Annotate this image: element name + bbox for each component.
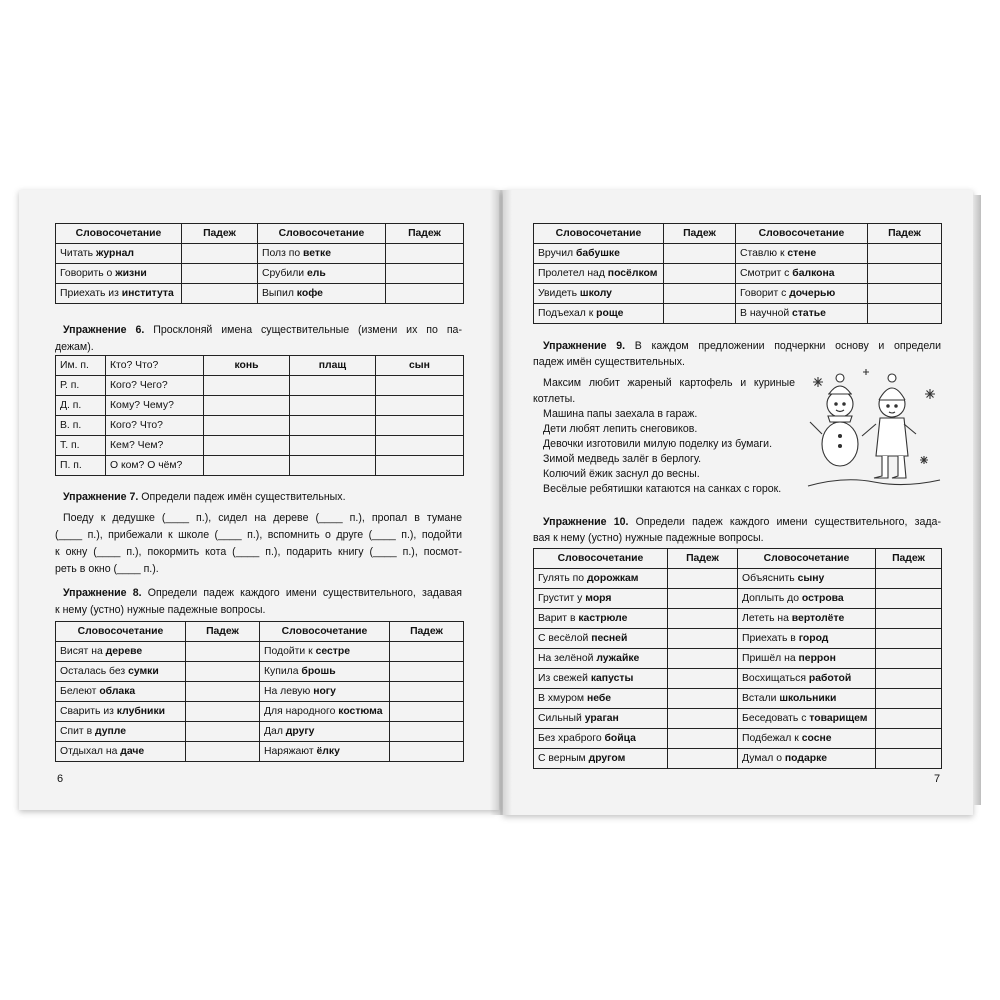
answer-cell[interactable] <box>668 649 738 669</box>
phrase-cell: Полз по ветке <box>258 244 386 264</box>
answer-cell[interactable] <box>182 244 258 264</box>
noun-bold: журнал <box>95 248 134 259</box>
noun-bold: брошь <box>301 666 336 677</box>
phrase-cell: В хмуром небе <box>534 689 668 709</box>
table-row <box>56 456 464 476</box>
column-header: Словосочетание <box>738 549 876 569</box>
noun-bold: капусты <box>590 673 634 684</box>
answer-cell[interactable] <box>876 609 942 629</box>
noun-bold: роще <box>596 308 624 319</box>
column-header: Словосочетание <box>534 549 668 569</box>
noun-bold: сыну <box>797 573 825 584</box>
ex6-text-line-1 <box>63 322 462 338</box>
case-label: Д. п. <box>56 396 106 416</box>
table-row <box>534 304 942 324</box>
table-row <box>534 264 942 284</box>
noun-bold: ёлку <box>316 746 340 757</box>
ex7-line-1: Поеду к дедушке (____ п.), сидел на дереве (____ п.), пропал в тумане <box>63 512 462 524</box>
answer-cell[interactable] <box>668 589 738 609</box>
noun-bold: ногу <box>313 686 336 697</box>
phrase-cell: В научной статье <box>736 304 868 324</box>
noun-bold: костюма <box>338 706 383 717</box>
ex10-table <box>533 548 942 769</box>
noun-bold: небе <box>586 693 612 704</box>
noun-bold: клубники <box>116 706 166 717</box>
table-row <box>56 642 464 662</box>
answer-cell[interactable] <box>186 702 260 722</box>
ex7-title: Упражнение 7. <box>63 491 139 503</box>
answer-cell[interactable] <box>186 662 260 682</box>
book-spine <box>490 190 512 815</box>
answer-cell[interactable] <box>186 742 260 762</box>
phrase-cell: Читать журнал <box>56 244 182 264</box>
answer-cell[interactable] <box>668 689 738 709</box>
answer-cell[interactable] <box>204 396 290 416</box>
ex10-line-1: Определи падеж каждого имени существительного, зада- <box>635 516 941 528</box>
answer-cell[interactable] <box>668 609 738 629</box>
noun-bold: моря <box>585 593 612 604</box>
noun-bold: сумки <box>128 666 159 677</box>
phrase-cell: Сильный ураган <box>534 709 668 729</box>
ex8-text-line-1 <box>63 585 462 601</box>
table-row <box>56 682 464 702</box>
noun-bold: острова <box>801 593 844 604</box>
answer-cell[interactable] <box>290 396 376 416</box>
noun-bold: сосне <box>801 733 832 744</box>
ex7-heading <box>63 489 346 505</box>
answer-cell[interactable] <box>204 416 290 436</box>
phrase-cell: Встали школьники <box>738 689 876 709</box>
right-top-table <box>533 223 942 324</box>
phrase-cell: Пролетел над посёлком <box>534 264 664 284</box>
noun-bold: стене <box>787 248 817 259</box>
noun-bold: кофе <box>296 288 323 299</box>
column-header: Падеж <box>186 622 260 642</box>
table-row <box>56 244 464 264</box>
answer-cell[interactable] <box>376 436 464 456</box>
case-question: Кому? Чему? <box>106 396 204 416</box>
ex9-sentence-6: Колючий ёжик заснул до весны. <box>543 468 700 480</box>
table-row <box>534 569 942 589</box>
answer-cell[interactable] <box>390 662 464 682</box>
answer-cell[interactable] <box>386 244 464 264</box>
answer-cell[interactable] <box>664 304 736 324</box>
answer-cell[interactable] <box>390 642 464 662</box>
column-header: Словосочетание <box>56 622 186 642</box>
noun-bold: подарке <box>784 753 828 764</box>
column-header: Словосочетание <box>56 224 182 244</box>
phrase-cell: Отдыхал на даче <box>56 742 186 762</box>
answer-cell[interactable] <box>668 669 738 689</box>
phrase-cell: Приехать из института <box>56 284 182 304</box>
noun-bold: жизни <box>115 268 147 279</box>
children-snowman-illustration <box>804 364 944 494</box>
phrase-cell: Купила брошь <box>260 662 390 682</box>
phrase-cell: Осталась без сумки <box>56 662 186 682</box>
answer-cell[interactable] <box>376 416 464 436</box>
declension-table <box>55 355 464 476</box>
phrase-cell: Лететь на вертолёте <box>738 609 876 629</box>
noun-header: конь <box>204 356 290 376</box>
noun-bold: работой <box>808 673 852 684</box>
noun-bold: ураган <box>584 713 619 724</box>
table-row <box>56 416 464 436</box>
phrase-cell: Пришёл на перрон <box>738 649 876 669</box>
answer-cell[interactable] <box>668 709 738 729</box>
phrase-cell: Гулять по дорожкам <box>534 569 668 589</box>
case-question: Кем? Чем? <box>106 436 204 456</box>
answer-cell[interactable] <box>376 376 464 396</box>
noun-bold: сестре <box>315 646 350 657</box>
ex7-line-3: к окну (____ п.), покормить кота (____ п.), подарить книгу (____ п.), посмот- <box>55 546 462 558</box>
phrase-cell: Спит в дупле <box>56 722 186 742</box>
noun-bold: бабушке <box>575 248 620 259</box>
case-question: Кто? Что? <box>106 356 204 376</box>
ex9-title: Упражнение 9. <box>543 340 626 352</box>
column-header: Падеж <box>386 224 464 244</box>
case-question: О ком? О чём? <box>106 456 204 476</box>
ex6-line-1: Просклоняй имена существительные (измени их по па- <box>153 324 462 336</box>
phrase-cell: Дал другу <box>260 722 390 742</box>
column-header: Падеж <box>668 549 738 569</box>
noun-bold: бойца <box>604 733 636 744</box>
table-row <box>534 669 942 689</box>
ex7-instruction: Определи падеж имён существительных. <box>141 491 346 503</box>
case-label: П. п. <box>56 456 106 476</box>
noun-bold: ветке <box>303 248 331 259</box>
phrase-cell: Срубили ель <box>258 264 386 284</box>
ex10-line-2: вая к нему (устно) нужные падежные вопросы. <box>533 532 764 544</box>
table-row <box>534 729 942 749</box>
column-header: Словосочетание <box>534 224 664 244</box>
table-row <box>534 609 942 629</box>
table-row <box>56 284 464 304</box>
phrase-cell: Смотрит с балкона <box>736 264 868 284</box>
answer-cell[interactable] <box>876 729 942 749</box>
noun-bold: школу <box>579 288 612 299</box>
noun-header: плащ <box>290 356 376 376</box>
ex9-sentence-1b: котлеты. <box>533 393 576 405</box>
noun-bold: другом <box>588 753 626 764</box>
phrase-cell: Говорит с дочерью <box>736 284 868 304</box>
phrase-cell: На зелёной лужайке <box>534 649 668 669</box>
phrase-cell: Вручил бабушке <box>534 244 664 264</box>
answer-cell[interactable] <box>390 702 464 722</box>
table-row <box>56 662 464 682</box>
table-row <box>534 589 942 609</box>
answer-cell[interactable] <box>876 649 942 669</box>
answer-cell[interactable] <box>386 284 464 304</box>
answer-cell[interactable] <box>664 284 736 304</box>
answer-cell[interactable] <box>290 416 376 436</box>
ex7-line-2: (____ п.), прибежали к школе (____ п.), вспомнить о друге (____ п.), подойти <box>55 529 462 541</box>
phrase-cell: С весёлой песней <box>534 629 668 649</box>
ex10-text-line-1 <box>543 514 941 530</box>
phrase-cell: Беседовать с товарищем <box>738 709 876 729</box>
noun-bold: школьники <box>779 693 837 704</box>
answer-cell[interactable] <box>876 689 942 709</box>
phrase-cell: На левую ногу <box>260 682 390 702</box>
answer-cell[interactable] <box>876 749 942 769</box>
noun-bold: дупле <box>95 726 127 737</box>
phrase-cell: Варит в кастрюле <box>534 609 668 629</box>
phrase-cell: Из свежей капусты <box>534 669 668 689</box>
ex9-sentence-7: Весёлые ребятишки катаются на санках с горок. <box>543 483 782 495</box>
ex10-title: Упражнение 10. <box>543 516 629 528</box>
noun-bold: лужайке <box>596 653 640 664</box>
ex9-sentence-3: Дети любят лепить снеговиков. <box>543 423 698 435</box>
noun-bold: перрон <box>798 653 836 664</box>
phrase-cell: Думал о подарке <box>738 749 876 769</box>
left-top-table <box>55 223 464 304</box>
case-label: В. п. <box>56 416 106 436</box>
ex6-title: Упражнение 6. <box>63 324 145 336</box>
phrase-cell: Увидеть школу <box>534 284 664 304</box>
phrase-cell: Для народного костюма <box>260 702 390 722</box>
answer-cell[interactable] <box>664 244 736 264</box>
answer-cell[interactable] <box>668 569 738 589</box>
column-header: Падеж <box>390 622 464 642</box>
ex9-line-2: падеж имён существительных. <box>533 356 685 368</box>
ex8-line-1: Определи падеж каждого имени существительного, задавая <box>147 587 462 599</box>
answer-cell[interactable] <box>668 729 738 749</box>
answer-cell[interactable] <box>868 244 942 264</box>
phrase-cell: Наряжают ёлку <box>260 742 390 762</box>
answer-cell[interactable] <box>386 264 464 284</box>
ex9-sentence-2: Машина папы заехала в гараж. <box>543 408 698 420</box>
answer-cell[interactable] <box>376 456 464 476</box>
phrase-cell: С верным другом <box>534 749 668 769</box>
answer-cell[interactable] <box>182 264 258 284</box>
table-row <box>534 284 942 304</box>
noun-bold: дорожкам <box>586 573 639 584</box>
case-label: Р. п. <box>56 376 106 396</box>
answer-cell[interactable] <box>868 304 942 324</box>
noun-bold: песней <box>591 633 628 644</box>
noun-bold: вертолёте <box>791 613 845 624</box>
noun-bold: даче <box>120 746 145 757</box>
page-number-left: 6 <box>57 773 64 785</box>
answer-cell[interactable] <box>290 456 376 476</box>
noun-bold: института <box>121 288 174 299</box>
phrase-cell: Приехать в город <box>738 629 876 649</box>
ex9-line-1: В каждом предложении подчеркни основу и определи <box>634 340 941 352</box>
noun-bold: товарищем <box>809 713 868 724</box>
table-row <box>56 702 464 722</box>
case-question: Кого? Что? <box>106 416 204 436</box>
answer-cell[interactable] <box>876 589 942 609</box>
ex8-title: Упражнение 8. <box>63 587 142 599</box>
phrase-cell: Доплыть до острова <box>738 589 876 609</box>
answer-cell[interactable] <box>868 264 942 284</box>
phrase-cell: Восхищаться работой <box>738 669 876 689</box>
phrase-cell: Грустит у моря <box>534 589 668 609</box>
noun-bold: балкона <box>792 268 835 279</box>
table-row <box>534 649 942 669</box>
page-stack-edge <box>973 195 981 805</box>
answer-cell[interactable] <box>290 376 376 396</box>
answer-cell[interactable] <box>186 682 260 702</box>
phrase-cell: Выпил кофе <box>258 284 386 304</box>
answer-cell[interactable] <box>876 569 942 589</box>
column-header: Падеж <box>876 549 942 569</box>
phrase-cell: Белеют облака <box>56 682 186 702</box>
column-header: Падеж <box>664 224 736 244</box>
noun-bold: ель <box>307 268 326 279</box>
answer-cell[interactable] <box>390 742 464 762</box>
answer-cell[interactable] <box>376 396 464 416</box>
noun-bold: другу <box>285 726 315 737</box>
noun-bold: дочерью <box>789 288 836 299</box>
noun-header: сын <box>376 356 464 376</box>
answer-cell[interactable] <box>182 284 258 304</box>
phrase-cell: Говорить о жизни <box>56 264 182 284</box>
phrase-cell: Сварить из клубники <box>56 702 186 722</box>
noun-bold: посёлком <box>607 268 658 279</box>
phrase-cell: Без храброго бойца <box>534 729 668 749</box>
answer-cell[interactable] <box>876 629 942 649</box>
ex9-sentence-1: Максим любит жареный картофель и куриные <box>543 377 795 389</box>
noun-bold: облака <box>99 686 136 697</box>
ex6-line-2: дежам). <box>55 341 94 353</box>
column-header: Словосочетание <box>736 224 868 244</box>
phrase-cell: Подбежал к сосне <box>738 729 876 749</box>
column-header: Словосочетание <box>260 622 390 642</box>
table-row <box>534 689 942 709</box>
table-row <box>56 264 464 284</box>
answer-cell[interactable] <box>868 284 942 304</box>
ex9-text-line-1 <box>543 338 941 354</box>
ex9-sentence-5: Зимой медведь залёг в берлогу. <box>543 453 702 465</box>
case-label: Т. п. <box>56 436 106 456</box>
ex8-line-2: к нему (устно) нужные падежные вопросы. <box>55 604 266 616</box>
answer-cell[interactable] <box>204 436 290 456</box>
case-label: Им. п. <box>56 356 106 376</box>
answer-cell[interactable] <box>876 709 942 729</box>
answer-cell[interactable] <box>204 456 290 476</box>
answer-cell[interactable] <box>390 722 464 742</box>
column-header: Падеж <box>182 224 258 244</box>
phrase-cell: Ставлю к стене <box>736 244 868 264</box>
phrase-cell: Подъехал к роще <box>534 304 664 324</box>
noun-bold: статье <box>792 308 826 319</box>
phrase-cell: Объяснить сыну <box>738 569 876 589</box>
table-row <box>56 436 464 456</box>
answer-cell[interactable] <box>186 722 260 742</box>
answer-cell[interactable] <box>390 682 464 702</box>
table-row <box>534 749 942 769</box>
table-row <box>534 244 942 264</box>
table-row <box>56 722 464 742</box>
ex8-table <box>55 621 464 762</box>
answer-cell[interactable] <box>290 436 376 456</box>
ex9-sentence-4: Девочки изготовили милую поделку из бумаги. <box>543 438 773 450</box>
page-number-right: 7 <box>934 773 941 785</box>
answer-cell[interactable] <box>668 749 738 769</box>
table-row <box>534 629 942 649</box>
phrase-cell: Висят на дереве <box>56 642 186 662</box>
ex7-line-4: реть в окно (____ п.). <box>55 563 159 575</box>
answer-cell[interactable] <box>664 264 736 284</box>
answer-cell[interactable] <box>668 629 738 649</box>
column-header: Падеж <box>868 224 942 244</box>
answer-cell[interactable] <box>876 669 942 689</box>
table-row <box>56 356 464 376</box>
answer-cell[interactable] <box>186 642 260 662</box>
answer-cell[interactable] <box>204 376 290 396</box>
table-row <box>56 396 464 416</box>
noun-bold: город <box>798 633 829 644</box>
table-row <box>534 709 942 729</box>
noun-bold: кастрюле <box>578 613 628 624</box>
phrase-cell: Подойти к сестре <box>260 642 390 662</box>
noun-bold: дереве <box>105 646 143 657</box>
column-header: Словосочетание <box>258 224 386 244</box>
table-row <box>56 742 464 762</box>
case-question: Кого? Чего? <box>106 376 204 396</box>
table-row <box>56 376 464 396</box>
